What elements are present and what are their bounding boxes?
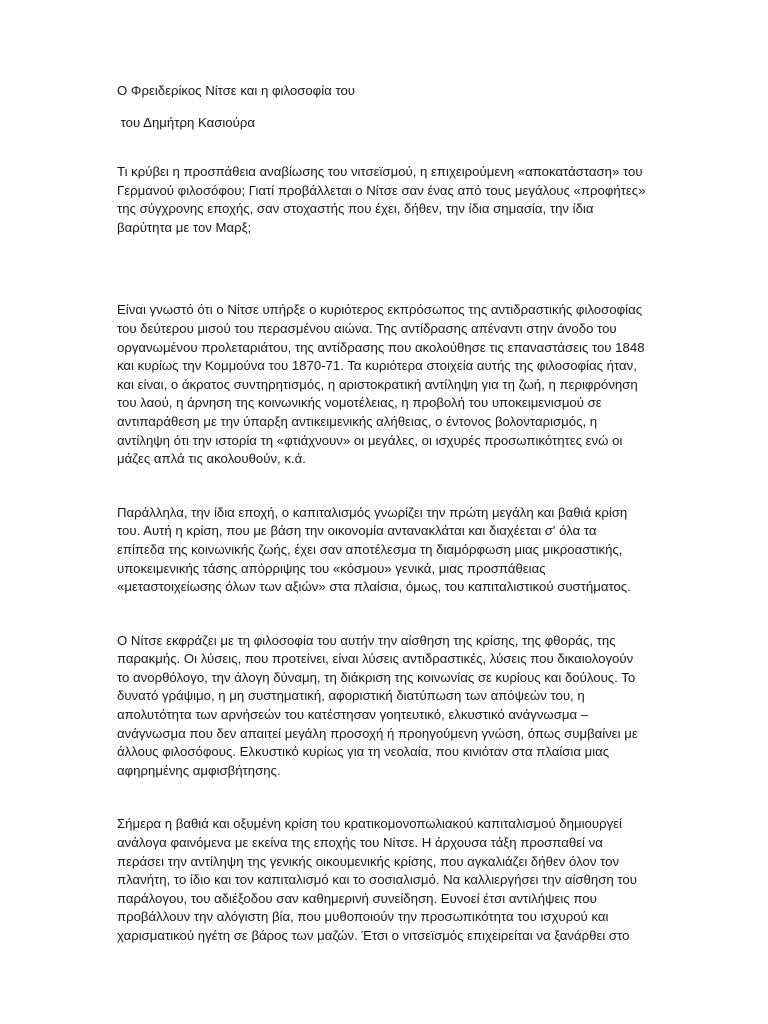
text-line: αντίληψη ότι την ιστορία τη «φτιάχνουν» οι μεγάλες, οι ισχυρές προσωπικότητες ενώ οι — [117, 432, 623, 448]
text-line: και κυρίως την Κομμούνα του 1870-71. Τα κυριότερα στοιχεία αυτής της φιλοσοφίας ήταν, — [117, 358, 637, 374]
text-line: πλανήτη, το ίδιο και τον καπιταλισμό και το σοσιαλισμό. Να καλλιεργήσει την αίσθηση του — [117, 872, 637, 888]
text-line: ανάγνωσμα που δεν απαιτεί μεγάλη προσοχή ή προηγούμενη γνώση, όπως συμβαίνει με — [117, 725, 638, 741]
text-line: Είναι γνωστό ότι ο Νίτσε υπήρξε ο κυριότερος εκπρόσωπος της αντιδραστικής φιλοσοφίας — [117, 302, 643, 318]
text-line: Παράλληλα, την ίδια εποχή, ο καπιταλισμός γνωρίζει την πρώτη μεγάλη και βαθιά κρίση — [117, 504, 628, 520]
text-line: Σήμερα η βαθιά και οξυμένη κρίση του κρατικομονοπωλιακού καπιταλισμού δημιουργεί — [117, 816, 622, 832]
text-line: βαρύτητα με τον Μαρξ; — [117, 219, 252, 235]
text-line: της σύγχρονης εποχής, σαν στοχαστής που έχει, δήθεν, την ίδια σημασία, την ίδια — [117, 201, 594, 217]
text-line: το ανορθόλογο, την άλογη δύναμη, τη διάκριση της κοινωνίας σε κυρίους και δούλους. Το — [117, 669, 636, 685]
text-line: Γερμανού φιλοσόφου; Γιατί προβάλλεται ο Νίτσε σαν ένας από τους μεγάλους «προφήτες» — [117, 182, 646, 198]
text-line: ανάλογα φαινόμενα με εκείνα της εποχής του Νίτσε. Η άρχουσα τάξη προσπαθεί να — [117, 835, 603, 851]
text-line: επίπεδα της κοινωνικής ζωής, έχει σαν αποτέλεσμα τη διαμόρφωση μιας μικροαστικής, — [117, 541, 623, 557]
text-line: άλλους φιλοσόφους. Ελκυστικό κυρίως για τη νεολαία, που κινιόταν στα πλαίσια μιας — [117, 744, 610, 760]
text-line: οργανωμένου προλεταριάτου, της αντίδρασης που ακολούθησε τις επαναστάσεις του 1848 — [117, 339, 645, 355]
text-line: αφηρημένης αμφισβήτησης. — [117, 762, 281, 778]
text-line: υποκειμενικής τάσης απόρριψης του «κόσμου» γενικά, μιας προσπάθειας — [117, 560, 546, 576]
text-line: παράλογου, του αδιέξοδου σαν καθημερινή συνείδηση. Ευνοεί έτσι αντιλήψεις που — [117, 890, 597, 906]
text-line: του. Αυτή η κρίση, που με βάση την οικονομία αντανακλάται και διαχέεται σ' όλα τα — [117, 523, 597, 539]
paragraph-4 — [117, 632, 653, 781]
text-line: χαρισματικού ηγέτη σε βάρος των μαζών. Έτσι ο νιτσεϊσμός επιχειρείται να ξανάρθει στο — [117, 928, 630, 943]
text-line: Ο Νίτσε εκφράζει με τη φιλοσοφία του αυτήν την αίσθηση της κρίσης, της φθοράς, της — [117, 632, 616, 648]
document-page — [117, 82, 653, 946]
paragraph-3 — [117, 504, 653, 597]
text-line: του δεύτερου μισού του περασμένου αιώνα. Της αντίδρασης απέναντι στην άνοδο του — [117, 320, 617, 336]
paragraph-5 — [117, 815, 653, 945]
author-line: του Δημήτρη Κασιούρα — [117, 115, 255, 130]
text-line: μάζες απλά τις ακολουθούν, κ.ά. — [117, 451, 306, 467]
text-line: του λαού, η άρνηση της κοινωνικής νομοτέλειας, η προβολή του υποκειμενισμού σε — [117, 395, 602, 411]
text-line: δυνατό γράψιμο, η μη συστηματική, αφοριστική διατύπωση των απόψεών του, η — [117, 688, 585, 704]
text-line: παρακμής. Οι λύσεις, που προτείνει, είναι λύσεις αντιδραστικές, λύσεις που δικαιολογούν — [117, 651, 634, 667]
text-line: και είναι, ο άκρατος συντηρητισμός, η αριστοκρατική αντίληψη για τη ζωή, η περιφρόνηση — [117, 376, 638, 392]
text-line: Τι κρύβει η προσπάθεια αναβίωσης του νιτσεϊσμού, η επιχειρούμενη «αποκατάσταση» του — [117, 164, 643, 179]
paragraph-2 — [117, 301, 653, 468]
text-line: απολυτότητα των αρνήσεών του κατέστησαν γοητευτικό, ελκυστικό ανάγνωσμα – — [117, 707, 589, 723]
text-line: περάσει την αντίληψη της γενικής οικουμενικής κρίσης, που αγκαλιάζει δήθεν όλον τον — [117, 853, 620, 869]
paragraph-1 — [117, 163, 653, 237]
text-line: αντιπαράθεση με την ύπαρξη αντικειμενικής αλήθειας, ο έντονος βολονταρισμός, η — [117, 413, 598, 429]
document-title: Ο Φρειδερίκος Νίτσε και η φιλοσοφία του — [117, 83, 356, 98]
text-line: «μεταστοιχείωσης όλων των αξιών» στα πλαίσια, όμως, του καπιταλιστικού συστήματος. — [117, 579, 631, 595]
text-line: προβάλλουν την αλόγιστη βία, που μυθοποιούν την προσωπικότητα του ισχυρού και — [117, 909, 609, 925]
